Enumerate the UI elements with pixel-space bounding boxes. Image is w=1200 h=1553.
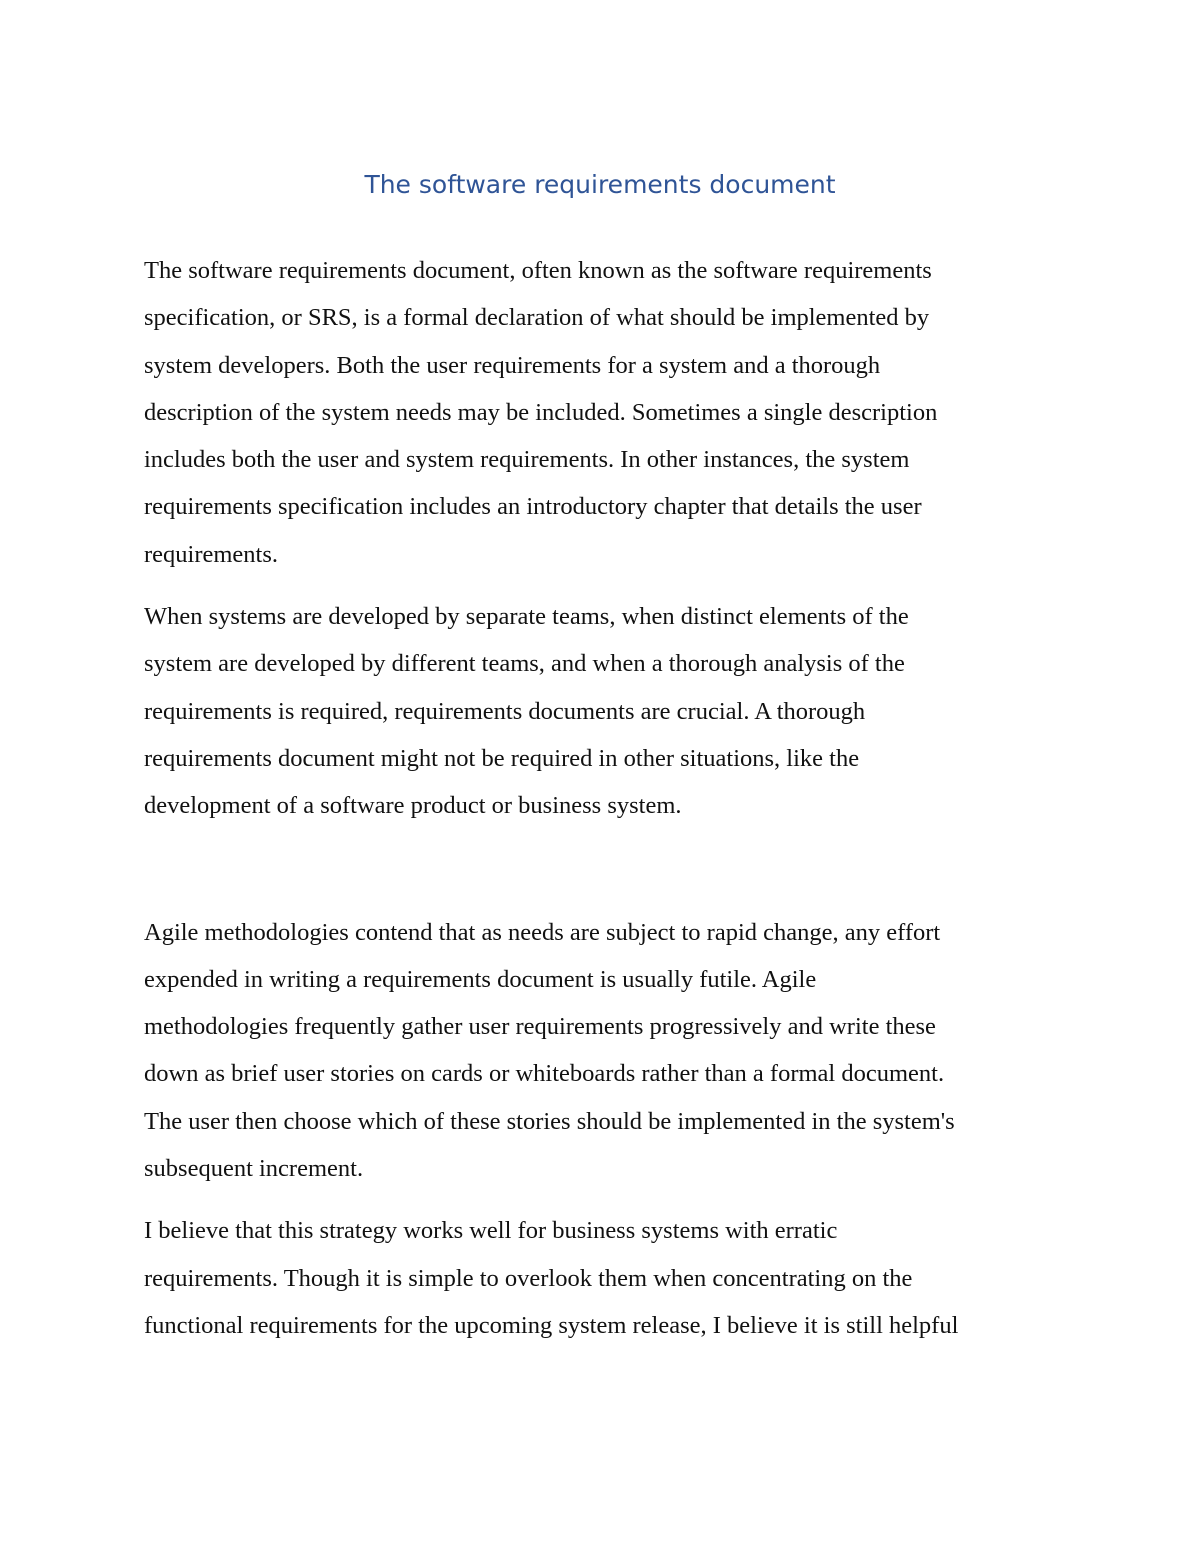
text-line: down as brief user stories on cards or whiteboards rather than a formal document. bbox=[144, 1060, 945, 1088]
paragraph-agile bbox=[144, 909, 1062, 1193]
text-line: Agile methodologies contend that as needs are subject to rapid change, any effort bbox=[144, 918, 941, 946]
text-line: subsequent increment. bbox=[144, 1155, 364, 1183]
text-line: system are developed by different teams, and when a thorough analysis of the bbox=[144, 650, 905, 678]
paragraph-separate-teams bbox=[144, 593, 1062, 829]
text-line: description of the system needs may be included. Sometimes a single description bbox=[144, 398, 938, 426]
text-line: requirements specification includes an introductory chapter that details the user bbox=[144, 493, 922, 521]
paragraph-srs-definition bbox=[144, 247, 1062, 578]
text-line: specification, or SRS, is a formal declaration of what should be implemented by bbox=[144, 304, 930, 332]
text-line: methodologies frequently gather user requirements progressively and write these bbox=[144, 1013, 936, 1041]
text-line: development of a software product or business system. bbox=[144, 792, 682, 820]
text-line: requirements. Though it is simple to overlook them when concentrating on the bbox=[144, 1264, 913, 1292]
text-line: requirements. bbox=[144, 540, 279, 568]
document-body bbox=[144, 247, 1062, 1349]
text-line: requirements is required, requirements documents are crucial. A thorough bbox=[144, 697, 866, 725]
text-line: includes both the user and system requirements. In other instances, the system bbox=[144, 446, 910, 474]
text-line: functional requirements for the upcoming system release, I believe it is still helpful bbox=[144, 1311, 959, 1339]
text-line: expended in writing a requirements document is usually futile. Agile bbox=[144, 965, 817, 993]
text-line: The software requirements document, often known as the software requirements bbox=[144, 257, 932, 284]
paragraph-spacer bbox=[144, 830, 1062, 909]
text-line: When systems are developed by separate teams, when distinct elements of the bbox=[144, 603, 909, 631]
text-line: requirements document might not be required in other situations, like the bbox=[144, 744, 860, 772]
text-line: system developers. Both the user requirements for a system and a thorough bbox=[144, 351, 881, 379]
paragraph-spacer bbox=[144, 578, 1062, 593]
text-line: I believe that this strategy works well for business systems with erratic bbox=[144, 1217, 838, 1245]
text-line: The user then choose which of these stories should be implemented in the system's bbox=[144, 1107, 955, 1135]
document-title: The software requirements document bbox=[364, 170, 836, 199]
paragraph-opinion bbox=[144, 1207, 1062, 1349]
paragraph-spacer bbox=[144, 1192, 1062, 1207]
